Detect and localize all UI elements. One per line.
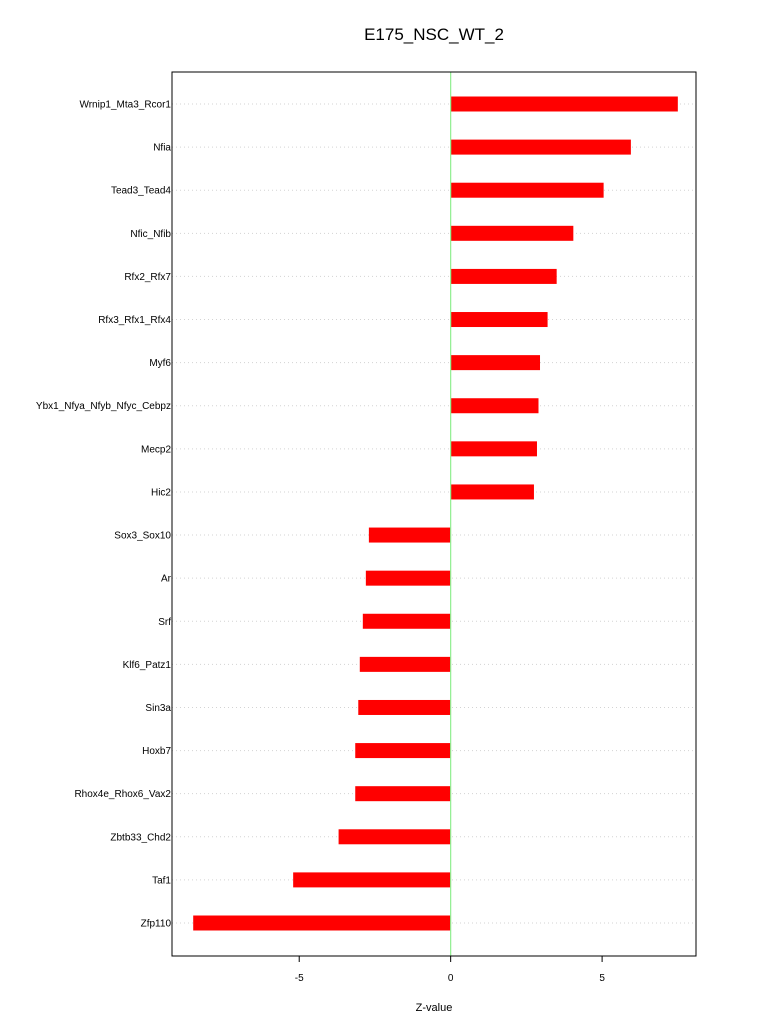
category-label: Rfx2_Rfx7 [124, 271, 171, 283]
bar-rhox4e_rhox6_vax2 [355, 786, 450, 801]
plot-frame [172, 72, 696, 956]
bar-rfx3_rfx1_rfx4 [451, 312, 548, 327]
bar-wrnip1_mta3_rcor1 [451, 97, 678, 112]
x-tick-label: 5 [599, 973, 605, 984]
category-label: Sin3a [145, 702, 171, 714]
category-label: Zfp110 [140, 918, 171, 930]
category-label: Hoxb7 [142, 746, 171, 758]
category-label: Rfx3_Rfx1_Rfx4 [98, 315, 171, 327]
bar-hoxb7 [355, 743, 450, 758]
bars [193, 97, 678, 931]
category-label: Hic2 [150, 487, 171, 499]
bar-tead3_tead4 [451, 183, 604, 198]
category-label: Zbtb33_Chd2 [110, 832, 171, 844]
category-label: Rhox4e_Rhox6_Vax2 [74, 789, 171, 801]
category-label: Ar [161, 573, 171, 585]
bar-ybx1_nfya_nfyb_nfyc_cebpz [451, 398, 539, 413]
category-label: Taf1 [152, 875, 171, 887]
x-tick-label: -5 [294, 973, 304, 984]
category-label: Myf6 [149, 358, 171, 370]
chart-title: E175_NSC_WT_2 [364, 25, 504, 44]
category-label: Ybx1_Nfya_Nfyb_Nfyc_Cebpz [35, 401, 171, 413]
bar-myf6 [451, 355, 540, 370]
bar-taf1 [293, 872, 451, 887]
x-axis [295, 956, 606, 984]
category-label: Wrnip1_Mta3_Rcor1 [79, 99, 171, 111]
bar-rfx2_rfx7 [451, 269, 557, 284]
bar-klf6_patz1 [360, 657, 451, 672]
category-label: Mecp2 [140, 444, 171, 456]
category-label: Srf [158, 616, 171, 628]
category-label: Nfic_Nfib [130, 228, 171, 240]
bar-ar [366, 571, 451, 586]
bar-nfia [451, 140, 631, 155]
bar-zbtb33_chd2 [339, 829, 451, 844]
bar-sin3a [358, 700, 450, 715]
category-label: Sox3_Sox10 [114, 530, 171, 542]
x-tick-label: 0 [447, 973, 454, 984]
bar-nfic_nfib [451, 226, 574, 241]
category-labels [36, 100, 172, 930]
x-axis-title: Z-value [415, 1002, 453, 1014]
category-label: Klf6_Patz1 [122, 659, 171, 671]
category-label: Tead3_Tead4 [110, 185, 171, 197]
bar-srf [363, 614, 451, 629]
bar-mecp2 [451, 441, 537, 456]
bar-hic2 [451, 484, 534, 499]
category-label: Nfia [153, 142, 171, 154]
bar-sox3_sox10 [369, 528, 451, 543]
bar-zfp110 [193, 916, 450, 931]
